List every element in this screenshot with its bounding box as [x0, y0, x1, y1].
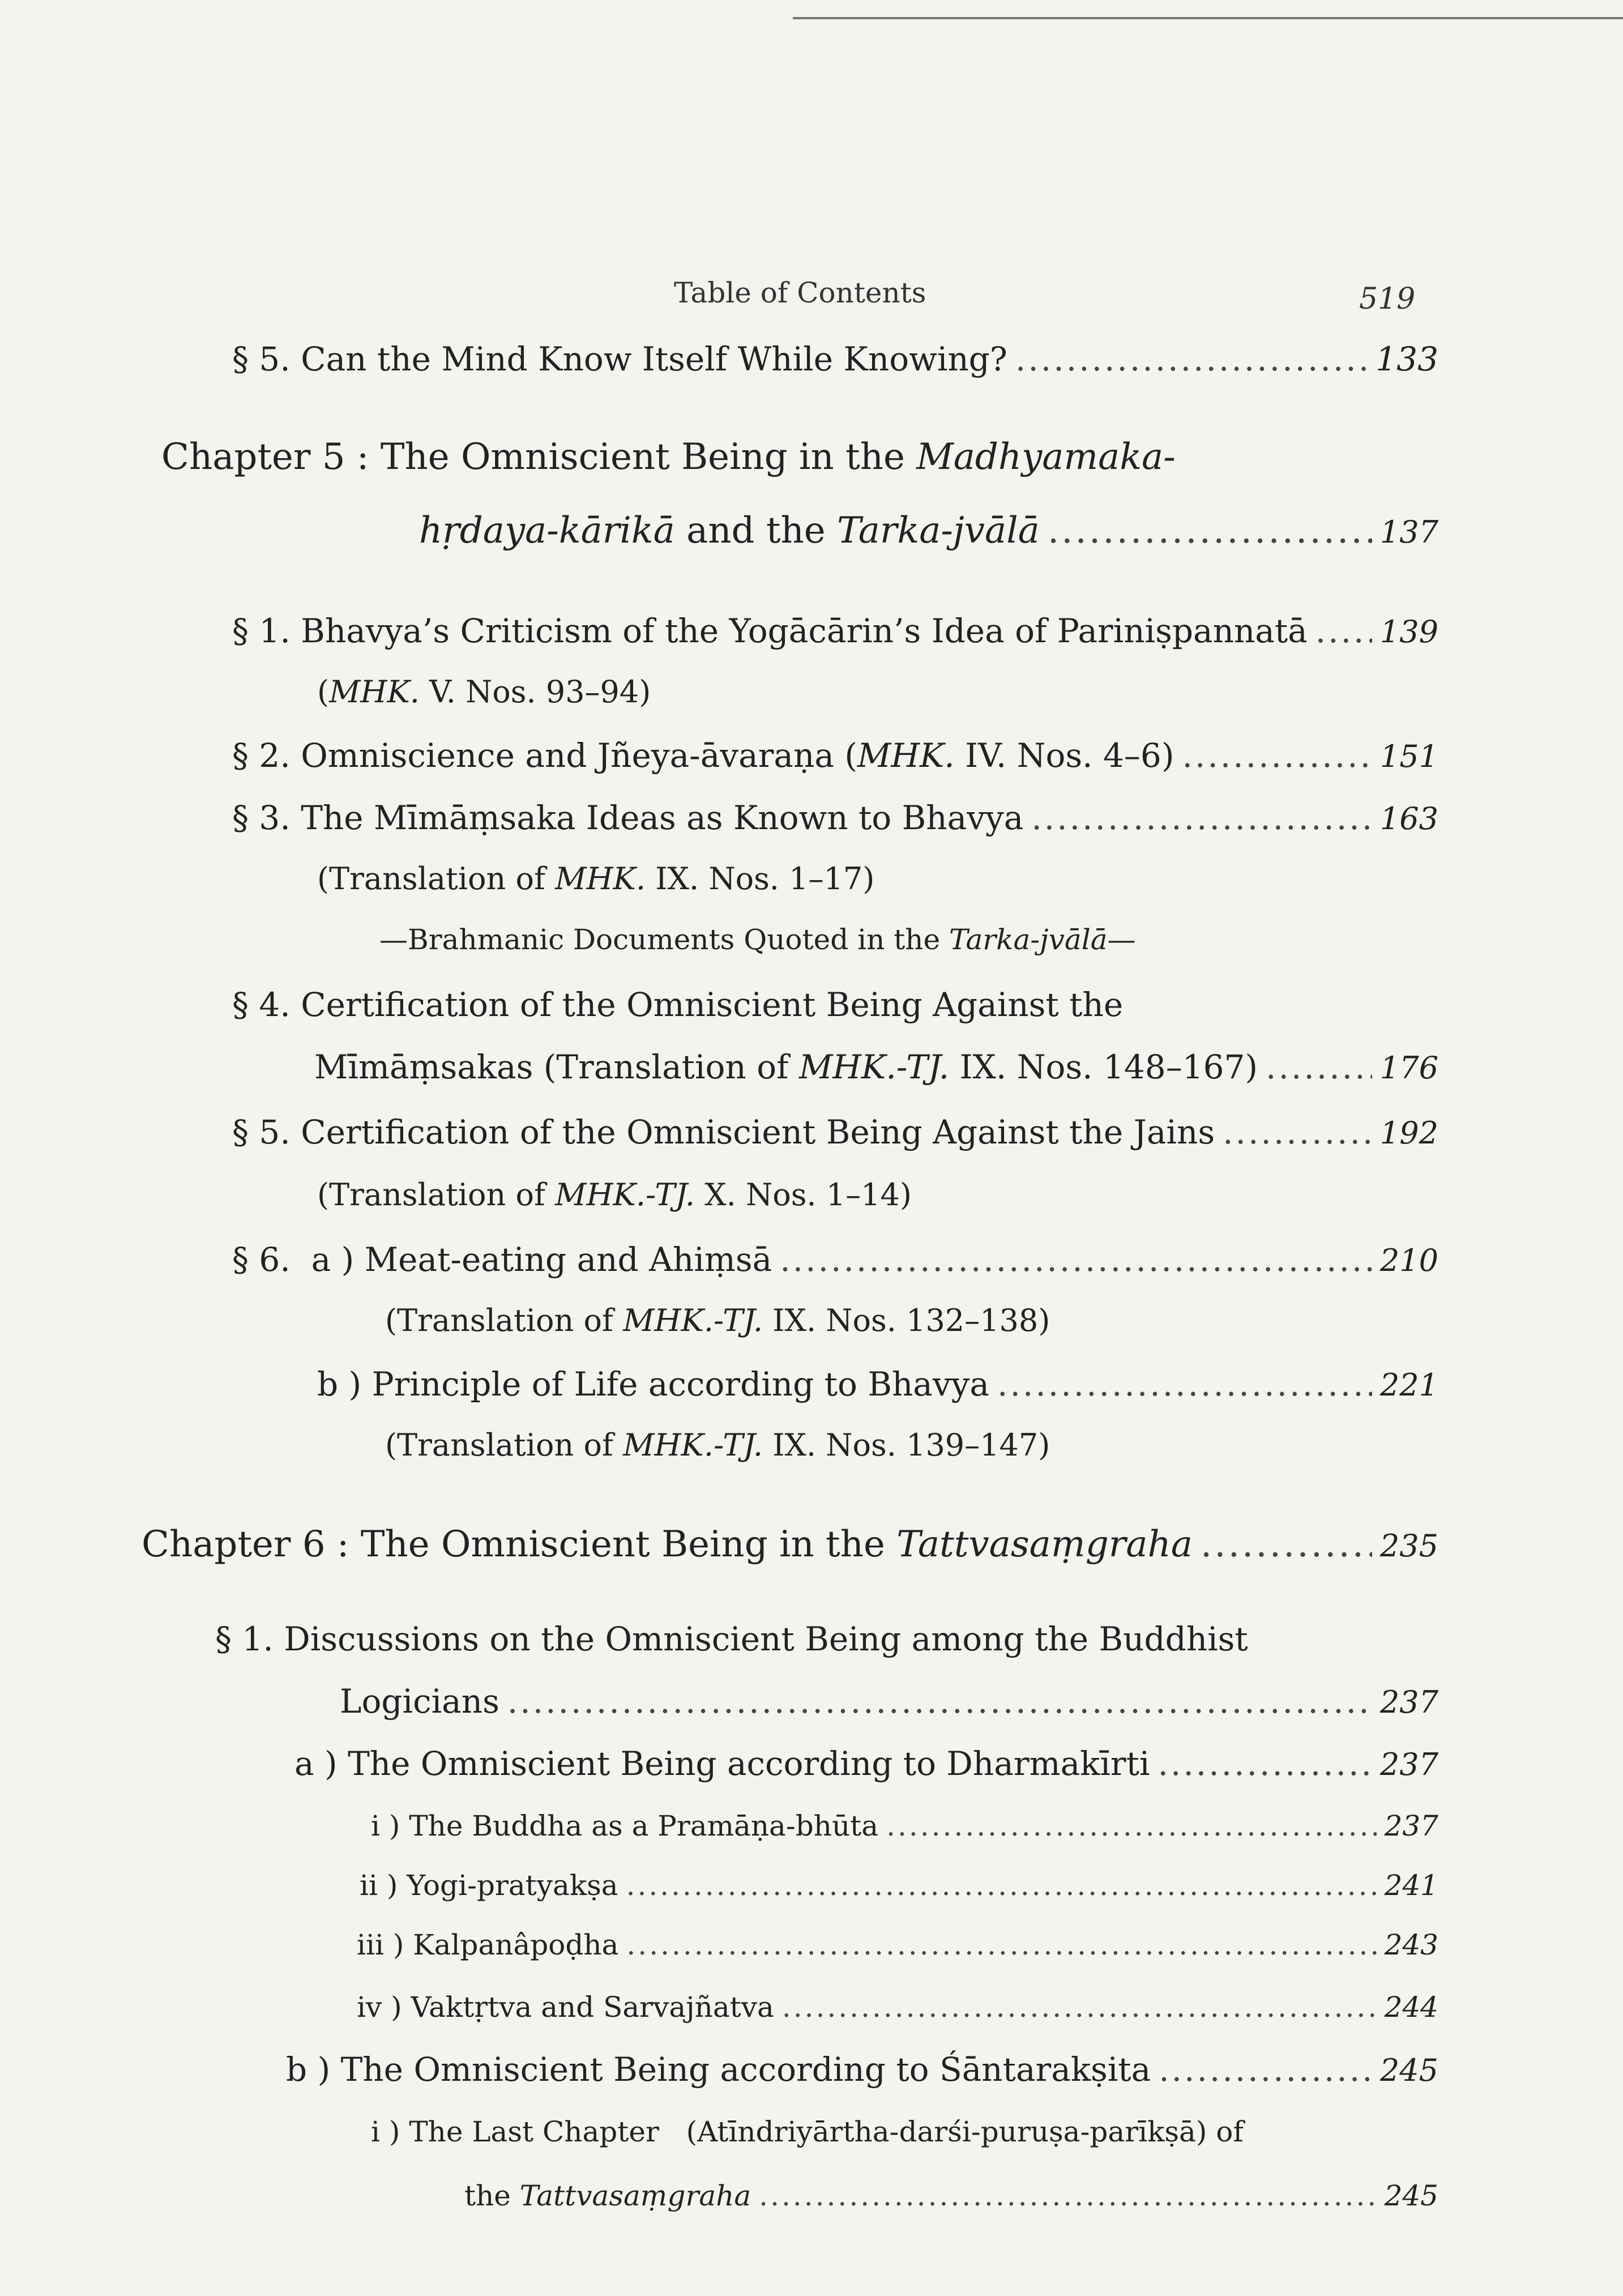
- toc-entry-ch5-sec4: [232, 985, 1123, 1024]
- entry-title: The Buddha as a Pramāṇa-bhūta: [409, 1810, 879, 1842]
- toc-entry-ch5-sec3-sub: [317, 861, 874, 897]
- toc-entry-ch6-sec1-a-ii: [360, 1869, 1438, 1902]
- subsection-label: ii ): [360, 1869, 398, 1902]
- entry-title: Certification of the Omniscient Being Against the Jains: [301, 1113, 1215, 1151]
- leader-dots: [997, 1365, 1372, 1403]
- entry-subtitle-rest: IX. Nos. 1–17): [655, 861, 875, 897]
- entry-subtitle: (Translation of: [385, 1427, 613, 1463]
- leader-dots: [626, 1928, 1376, 1961]
- entry-title-line2: Mīmāṃsakas (Translation of: [314, 1048, 789, 1086]
- entry-page: 151: [1379, 739, 1438, 774]
- toc-entry-ch5-sec1: [232, 612, 1438, 650]
- chapter-title-mid: and the: [686, 510, 826, 552]
- entry-subtitle-rest: V. Nos. 93–94): [429, 674, 651, 710]
- entry-title: Can the Mind Know Itself While Knowing?: [301, 340, 1007, 378]
- entry-subtitle: (Translation of: [385, 1303, 613, 1338]
- toc-entry-ch5-sec4-line2: [314, 1048, 1438, 1086]
- entry-page: 137: [1379, 514, 1438, 550]
- subsection-label: a ): [294, 1744, 338, 1783]
- entry-title: The Omniscient Being according to Dharmakīrti: [348, 1744, 1150, 1783]
- toc-entry-ch6-sec1-b-i-line2: [464, 2179, 1438, 2212]
- entry-title-line2-rest: IX. Nos. 148–167): [959, 1048, 1258, 1086]
- entry-subtitle-2-italic: Tarka-jvālā: [949, 923, 1108, 956]
- entry-title-line2-italic: Tattvasaṃgraha: [519, 2179, 751, 2212]
- entry-page: 237: [1384, 1810, 1438, 1842]
- toc-entry-ch6-sec1-a-iv: [357, 1991, 1438, 2024]
- entry-subtitle: (: [317, 674, 330, 710]
- chapter-title-italic: Madhyamaka-: [916, 436, 1176, 478]
- toc-entry-ch6-sec1-a: [294, 1744, 1438, 1783]
- entry-title: The Last Chapter: [409, 2115, 659, 2148]
- chapter-title: The Omniscient Being in the: [380, 436, 905, 478]
- chapter-title: The Omniscient Being in the: [360, 1523, 885, 1565]
- top-rule: [793, 17, 1623, 19]
- subsection-label: i ): [371, 2115, 400, 2148]
- leader-dots: [759, 2179, 1376, 2212]
- entry-title-line2: the: [464, 2179, 511, 2212]
- section-number: § 2.: [232, 736, 291, 775]
- toc-entry-ch6-sec1: [215, 1620, 1248, 1658]
- subsection-label: iii ): [357, 1928, 404, 1961]
- entry-title: The Omniscient Being according to Śāntarakṣita: [340, 2050, 1151, 2089]
- entry-title: Vaktṛtva and Sarvajñatva: [411, 1991, 774, 2024]
- leader-dots: [1316, 612, 1372, 650]
- toc-chapter-5-line2: [419, 510, 1438, 552]
- leader-dots: [780, 1240, 1372, 1279]
- entry-subtitle-italic: MHK.: [555, 861, 646, 897]
- toc-entry-ch6-sec1-b: [286, 2050, 1438, 2089]
- toc-entry-ch5-sec2: [232, 736, 1438, 775]
- entry-title: Kalpanâpoḍha: [413, 1928, 619, 1961]
- toc-entry-ch4-sec5: [232, 340, 1438, 378]
- leader-dots: [1048, 510, 1372, 552]
- toc-entry-ch5-sec6b: [317, 1365, 1438, 1403]
- toc-entry-ch5-sec6a: [232, 1240, 1438, 1279]
- entry-subtitle-2-rest: —: [1107, 923, 1136, 956]
- leader-dots: [1223, 1113, 1372, 1151]
- leader-dots: [626, 1869, 1377, 1902]
- entry-title: Certification of the Omniscient Being Against the: [301, 985, 1124, 1024]
- section-number: § 6.: [232, 1240, 291, 1279]
- section-number: § 5.: [232, 340, 291, 378]
- entry-subtitle-rest: X. Nos. 1–14): [704, 1177, 912, 1213]
- entry-title-italic: MHK.: [857, 736, 955, 775]
- entry-title: Yogi-pratyakṣa: [407, 1869, 618, 1902]
- entry-title: Bhavya’s Criticism of the Yogācārin’s Idea of Pariniṣpannatā: [301, 612, 1308, 650]
- entry-page: 243: [1384, 1928, 1438, 1961]
- section-number: § 3.: [232, 799, 291, 837]
- chapter-title-italic-2: hṛdaya-kārikā: [419, 510, 675, 552]
- leader-dots: [1031, 799, 1372, 837]
- toc-entry-ch5-sec3-sub2: [379, 923, 1136, 956]
- subsection-label: i ): [371, 1810, 400, 1842]
- entry-title: The Mīmāṃsaka Ideas as Known to Bhavya: [301, 799, 1024, 837]
- toc-chapter-5-line1: Chapter 5 : The Omniscient Being in the Madhyamaka-: [161, 436, 1176, 478]
- entry-page: 133: [1376, 340, 1438, 378]
- section-number: § 5.: [232, 1113, 291, 1151]
- subsection-label: iv ): [357, 1991, 402, 2024]
- entry-subtitle-italic: MHK.-TJ.: [623, 1303, 763, 1338]
- entry-page: 245: [1384, 2179, 1438, 2212]
- section-number: § 1.: [215, 1620, 274, 1658]
- entry-subtitle-rest: IX. Nos. 132–138): [772, 1303, 1050, 1338]
- entry-subtitle-2: —Brahmanic Documents Quoted in the: [379, 923, 941, 956]
- leader-dots: [782, 1991, 1377, 2024]
- subsection-label: b ): [286, 2050, 331, 2089]
- chapter-title-italic: Tattvasaṃgraha: [896, 1523, 1193, 1565]
- toc-entry-ch6-sec1-b-i: [371, 2115, 1244, 2148]
- toc-entry-ch5-sec6a-sub: [385, 1303, 1050, 1338]
- toc-entry-ch5-sec6b-sub: [385, 1427, 1050, 1463]
- leader-dots: [1201, 1523, 1372, 1565]
- chapter-label: Chapter 5: [161, 436, 345, 478]
- entry-title-paren: (Atīndriyārtha-darśi-puruṣa-parīkṣā) of: [686, 2115, 1244, 2148]
- entry-subtitle: (Translation of: [317, 1177, 545, 1213]
- entry-title: Principle of Life according to Bhavya: [371, 1365, 990, 1403]
- entry-title-line2: Logicians: [340, 1682, 499, 1721]
- leader-dots: [1158, 1744, 1372, 1783]
- entry-title: Omniscience and Jñeya-āvaraṇa (: [301, 736, 857, 775]
- section-number: § 4.: [232, 985, 291, 1024]
- entry-page: 139: [1379, 614, 1438, 650]
- toc-entry-ch5-sec5: [232, 1113, 1438, 1151]
- entry-title: Meat-eating and Ahiṃsā: [364, 1240, 772, 1279]
- leader-dots: [507, 1682, 1372, 1721]
- entry-page: 221: [1379, 1367, 1438, 1403]
- running-header-page-number: 519: [1359, 282, 1416, 316]
- entry-page: 241: [1384, 1869, 1438, 1902]
- toc-entry-ch6-sec1-a-iii: [357, 1928, 1438, 1961]
- entry-page: 245: [1379, 2052, 1438, 2088]
- toc-chapter-6: Chapter 6 : The Omniscient Being in the Tattvasaṃgraha ..... 235: [142, 1523, 1438, 1565]
- entry-page: 244: [1384, 1991, 1438, 2024]
- running-header-title: Table of Contents: [674, 276, 926, 309]
- entry-page: 237: [1379, 1684, 1438, 1720]
- section-number: § 1.: [232, 612, 291, 650]
- subsection-label: a ): [311, 1240, 355, 1279]
- entry-page: 176: [1379, 1050, 1438, 1086]
- leader-dots: [1182, 736, 1372, 775]
- chapter-label: Chapter 6: [142, 1523, 326, 1565]
- toc-entry-ch5-sec5-sub: [317, 1177, 912, 1213]
- entry-subtitle-italic: MHK.: [329, 674, 420, 710]
- subsection-label: b ): [317, 1365, 362, 1403]
- entry-subtitle-italic: MHK.-TJ.: [555, 1177, 695, 1213]
- entry-page: 163: [1379, 801, 1438, 837]
- entry-subtitle-rest: IX. Nos. 139–147): [772, 1427, 1050, 1463]
- chapter-title-italic-3: Tarka-jvālā: [837, 510, 1040, 552]
- entry-title-line2-italic: MHK.-TJ.: [799, 1048, 950, 1086]
- toc-entry-ch6-sec1-line2: [340, 1682, 1438, 1721]
- entry-page: 235: [1379, 1528, 1438, 1564]
- entry-page: 192: [1379, 1115, 1438, 1151]
- entry-subtitle: (Translation of: [317, 861, 545, 897]
- entry-subtitle-italic: MHK.-TJ.: [623, 1427, 763, 1463]
- leader-dots: [1266, 1048, 1372, 1086]
- toc-entry-ch6-sec1-a-i: [371, 1810, 1438, 1842]
- entry-title-rest: IV. Nos. 4–6): [965, 736, 1174, 775]
- entry-page: 210: [1379, 1243, 1438, 1278]
- toc-entry-ch5-sec1-sub: [317, 674, 651, 710]
- leader-dots: [1015, 340, 1368, 378]
- leader-dots: [1159, 2050, 1372, 2089]
- toc-entry-ch5-sec3: [232, 799, 1438, 837]
- entry-page: 237: [1379, 1747, 1438, 1782]
- entry-title: Discussions on the Omniscient Being among the Buddhist: [284, 1620, 1248, 1658]
- leader-dots: [886, 1810, 1376, 1842]
